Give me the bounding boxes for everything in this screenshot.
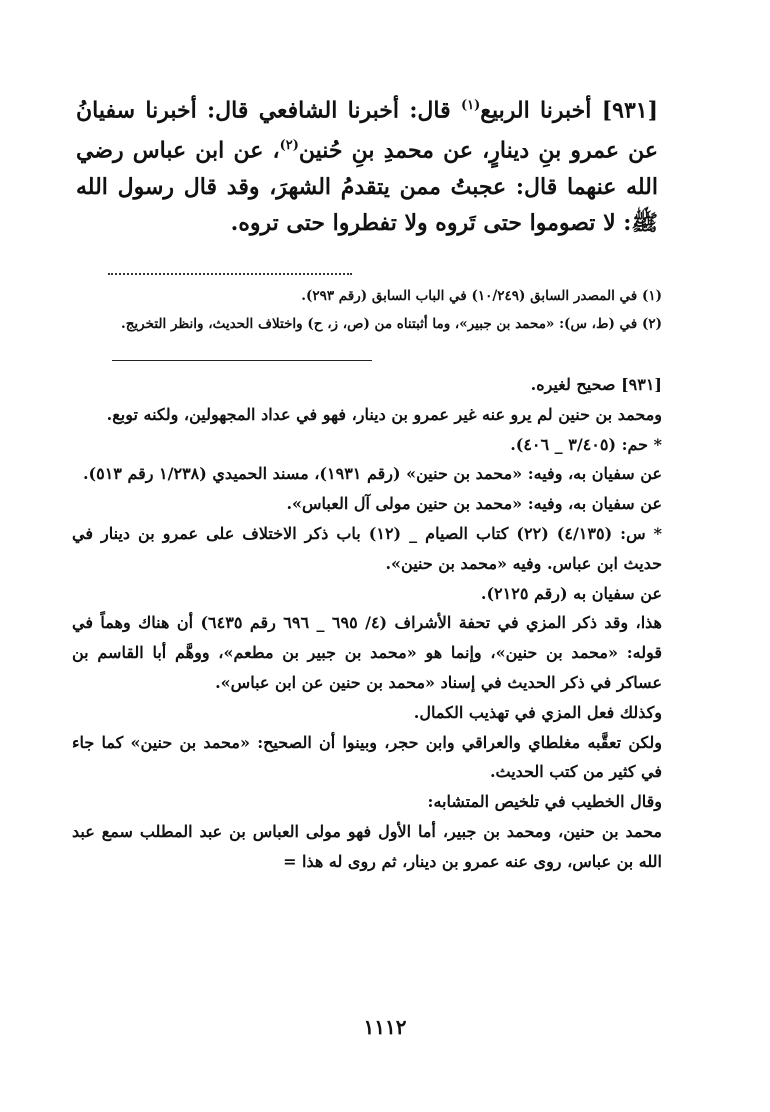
takhrij-section [72, 370, 662, 877]
hadith-number: [٩٣١] [601, 97, 658, 124]
footnote-ref-1: (١) [460, 98, 481, 113]
takhrij-line: وقال الخطيب في تلخيص المتشابه: [427, 792, 662, 812]
takhrij-line: وكذلك فعل المزي في تهذيب الكمال. [413, 702, 662, 722]
takhrij-line: * س: (٤/١٣٥) (٢٢) كتاب الصيام _ (١٢) باب ذكر الاختلاف على عمرو بن دينار في حديث ابن عباس. وفيه «محمد بن حنين». [72, 523, 663, 573]
takhrij-grade: صحيح لغيره. [530, 375, 622, 394]
takhrij-line: ومحمد بن حنين لم يرو عنه غير عمرو بن دينار، فهو في عداد المجهولين، ولكنه توبع. [106, 404, 662, 424]
footnote-separator [108, 263, 352, 275]
takhrij-heading [72, 370, 662, 400]
takhrij-label: [٩٣١] [621, 375, 662, 394]
takhrij-line: * حم: (٣/٤٠٥ _ ٤٠٦). [510, 434, 662, 454]
hadith-text [76, 88, 658, 241]
takhrij-line: محمد بن حنين، ومحمد بن جبير، أما الأول فهو مولى العباس بن عبد المطلب سمع عبد الله بن عباس، روى عنه عمرو بن دينار، ثم روى له هذا = [72, 821, 662, 871]
takhrij-separator [112, 360, 372, 361]
hadith-text-part3: ، عن ابن عباس رضي الله عنهما قال: عجبتُ ممن يتقدمُ الشهرَ، وقد قال رسول الله ﷺ: لا تصوموا حتى تَروه ولا تفطروا حتى تروه. [76, 137, 658, 236]
hadith-paragraph [76, 88, 658, 241]
page-number: ١١١٢ [363, 1015, 407, 1039]
takhrij-line: عن سفيان به، وفيه: «محمد بن حنين مولى آل العباس». [286, 494, 662, 514]
takhrij-line: هذا، وقد ذكر المزي في تحفة الأشراف (٤/ ٦٩٥ _ ٦٩٦ رقم ٦٤٣٥) أن هناك وهماً في قوله: «محمد بن حنين»، وإنما هو «محمد بن جبير بن مطعم»، ووهَّم أبا القاسم بن عساكر في ذكر الحديث في إسناد «محمد بن حنين عن ابن عباس». [72, 613, 662, 692]
takhrij-line: عن سفيان به (رقم ٢١٢٥). [480, 583, 662, 603]
takhrij-line: ولكن تعقَّبه مغلطاي والعراقي وابن حجر، وبينوا أن الصحيح: «محمد بن حنين» كما جاء في كثير من كتب الحديث. [72, 732, 662, 782]
hadith-text-part1: أخبرنا الربيع [480, 97, 602, 124]
footnote-1: (١) في المصدر السابق (١٠/٢٤٩) في الباب السابق (رقم ٢٩٣). [301, 288, 662, 304]
footnote-ref-2: (٢) [279, 138, 299, 154]
footnote-2: (٢) في (ط، س): «محمد بن جبير»، وما أثبتناه من (ص، ز، ح) واختلاف الحديث، وانظر التخريج. [121, 316, 662, 332]
hadith-text-part2: قال: أخبرنا الشافعي قال: أخبرنا سفيانُ عن عمرو بنِ دينارٍ، عن محمدِ بنِ حُنين [76, 97, 659, 164]
takhrij-line: عن سفيان به، وفيه: «محمد بن حنين» (رقم ١٩٣١)، مسند الحميدي (١/٢٣٨ رقم ٥١٣). [82, 464, 662, 484]
